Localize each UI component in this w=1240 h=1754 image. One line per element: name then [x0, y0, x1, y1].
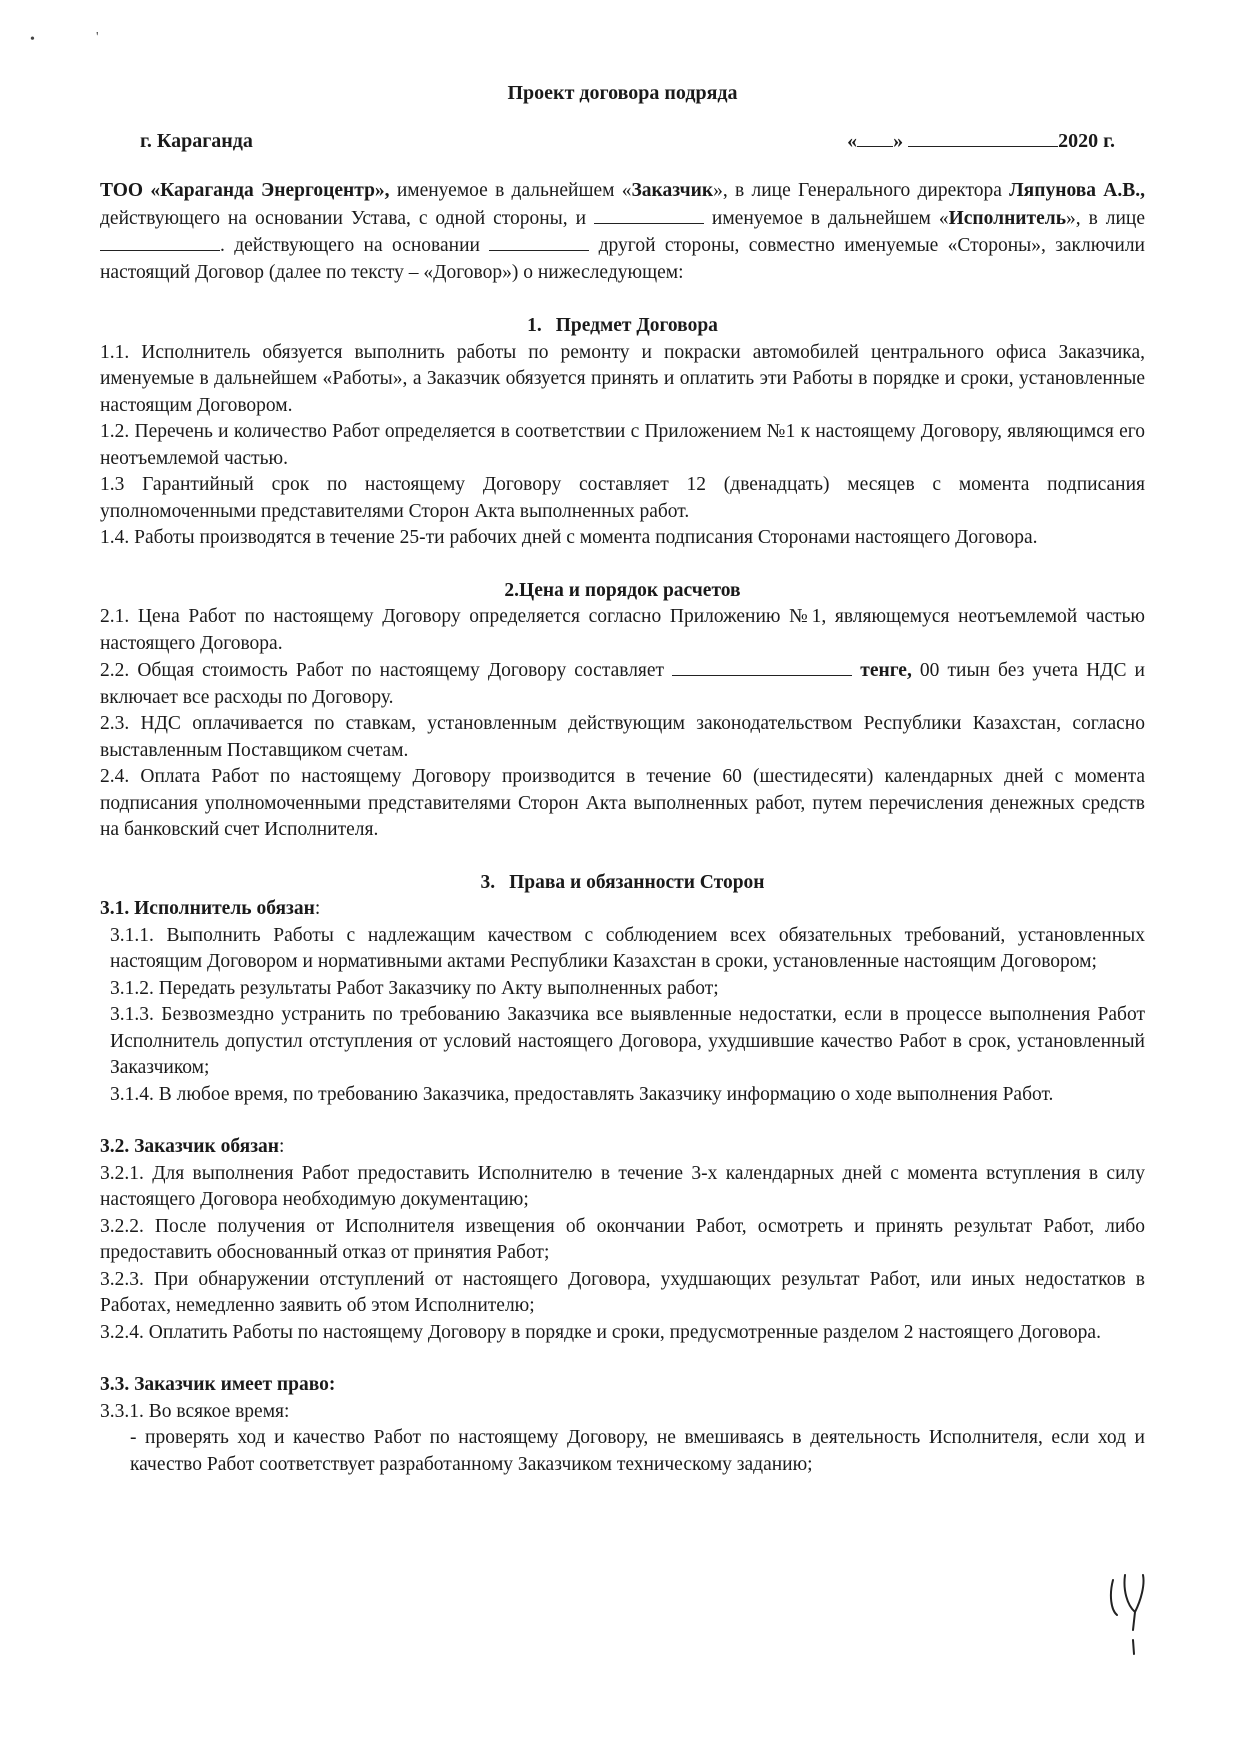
clause-1-1: 1.1. Исполнитель обязуется выполнить работы по ремонту и покраски автомобилей центрального офиса Заказчика, именуемые в дальнейшем «Работы», а Заказчик обязуется принять и оплатить эти Работы в порядке и сроки, установленные настоящим Договором.: [100, 341, 1145, 416]
section-1-title: 1. Предмет Договора: [527, 315, 718, 336]
clause-3-2-3: 3.2.3. При обнаружении отступлений от настоящего Договора, ухудшающих результат Работ, или иных недостатков в Работах, немедленно заявить об этом Исполнителю;: [100, 1268, 1145, 1316]
section-3-title: 3. Права и обязанности Сторон: [480, 871, 765, 893]
clause-2-1: 2.1. Цена Работ по настоящему Договору определяется согласно Приложению №1, являющемуся неотъемлемой частью настоящего Договора.: [100, 606, 1145, 654]
preamble: ТОО «Караганда Энергоцентр», именуемое в дальнейшем «Заказчик», в лице Генерального директора Ляпунова А.В., действующего на основании Устава, с одной стороны, и именуемое в дальнейшем «Исполнитель», в лице . действующего на основании другой стороны, совместно именуемые «Стороны», заключили настоящий Договор (далее по тексту – «Договор») о нижеследующем:: [100, 180, 1145, 283]
clause-1-2: 1.2. Перечень и количество Работ определяется в соответствии с Приложением №1 к настоящему Договору, являющимся его неотъемлемой частью.: [100, 421, 1145, 469]
clause-1-3: 1.3 Гарантийный срок по настоящему Договору составляет 12 (двенадцать) месяцев с момента подписания уполномоченными представителями Сторон Акта выполненных работ.: [100, 474, 1145, 522]
basis-blank: [489, 232, 589, 251]
clause-3-3-1: 3.3.1. Во всякое время:: [100, 1400, 290, 1422]
clause-3-2-1: 3.2.1. Для выполнения Работ предоставить Исполнителю в течение 3-х календарных дней с момента вступления в силу настоящего Договора необходимую документацию;: [100, 1162, 1145, 1210]
handwritten-initials-icon: [1105, 1570, 1155, 1660]
document-title: Проект договора подряда: [507, 82, 738, 104]
clause-2-3: 2.3. НДС оплачивается по ставкам, установленным действующим законодательством Республики Казахстан, согласно выставленным Поставщиком счетам.: [100, 713, 1145, 761]
subsection-3-2: 3.2. Заказчик обязан:: [100, 1136, 285, 1157]
representative-blank: [100, 232, 220, 251]
scan-speck: ': [96, 30, 99, 45]
place-date-row: [140, 128, 1115, 155]
date-day-blank: [857, 128, 893, 147]
clause-3-2-2: 3.2.2. После получения от Исполнителя извещения об окончании Работ, осмотреть и принять результат Работ, либо предоставить обоснованный отказ от принятия Работ;: [100, 1215, 1145, 1263]
price-blank: [672, 657, 852, 676]
clause-2-4: 2.4. Оплата Работ по настоящему Договору производится в течение 60 (шестидесяти) календарных дней с момента подписания уполномоченными представителями Сторон Акта выполненных работ, путем перечисления денежных средств на банковский счет Исполнителя.: [100, 766, 1145, 840]
clause-3-1-4: 3.1.4. В любое время, по требованию Заказчика, предоставлять Заказчику информацию о ходе выполнения Работ.: [110, 1083, 1054, 1105]
subsection-3-3: 3.3. Заказчик имеет право:: [100, 1374, 336, 1395]
clause-2-2: 2.2. Общая стоимость Работ по настоящему Договору составляет тенге, 00 тиын без учета НДС и включает все расходы по Договору.: [100, 657, 1145, 711]
contractor-name-blank: [594, 205, 704, 224]
document-body: [100, 178, 1145, 1478]
subsection-3-1: 3.1. Исполнитель обязан:: [100, 898, 321, 919]
clause-1-4: 1.4. Работы производятся в течение 25-ти рабочих дней с момента подписания Сторонами настоящего Договора.: [100, 527, 1038, 548]
section-2-title: 2.Цена и порядок расчетов: [504, 579, 741, 601]
clause-3-2-4: 3.2.4. Оплатить Работы по настоящему Договору в порядке и сроки, предусмотренные разделом 2 настоящего Договора.: [100, 1321, 1101, 1343]
clause-3-1-1: 3.1.1. Выполнить Работы с надлежащим качеством с соблюдением всех обязательных требований, установленных настоящим Договором и нормативными актами Республики Казахстан в сроки, установленные настоящим Договором;: [110, 924, 1145, 972]
date-month-blank: [908, 128, 1058, 147]
spacer: [100, 1346, 1145, 1372]
clause-3-3-1-item: - проверять ход и качество Работ по настоящему Договору, не вмешиваясь в деятельность Исполнителя, если ход и качество Работ соответствует разработанному Заказчиком техническому заданию;: [130, 1427, 1145, 1475]
spacer: [100, 1108, 1145, 1134]
city-label: г. Караганда: [140, 130, 253, 152]
scan-speck: •: [30, 32, 35, 47]
contract-date: « » 2020 г.: [847, 130, 1115, 152]
clause-3-1-3: 3.1.3. Безвозмездно устранить по требованию Заказчика все выявленные недостатки, если в процессе выполнения Работ Исполнитель допустил отступления от условий настоящего Договора, ухудшившие качество Работ в срок, установленный Заказчиком;: [110, 1004, 1145, 1078]
clause-3-1-2: 3.1.2. Передать результаты Работ Заказчику по Акту выполненных работ;: [110, 977, 719, 999]
